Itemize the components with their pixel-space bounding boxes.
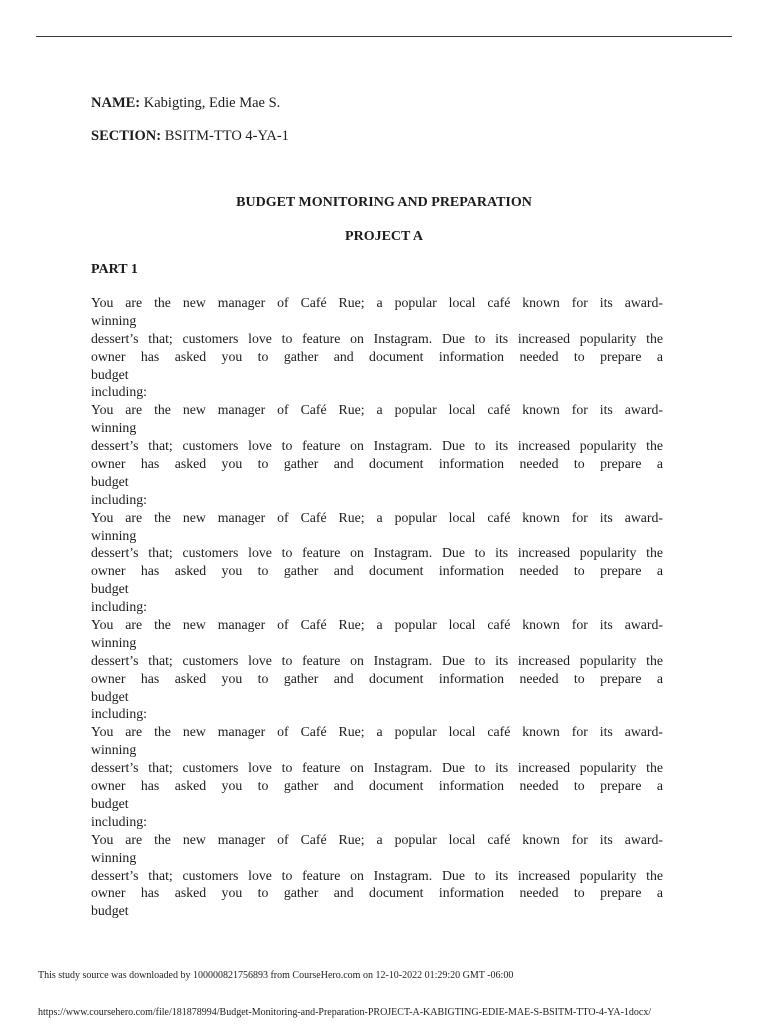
- paragraph-line: dessert’s that; customers love to feature on Instagram. Due to its increased popularity the: [91, 438, 663, 454]
- paragraph-line: owner has asked you to gather and document information needed to prepare a: [91, 778, 663, 794]
- paragraph-line: winning: [91, 849, 137, 865]
- name-value: Kabigting, Edie Mae S.: [143, 95, 281, 111]
- section-value: BSITM-TTO 4-YA-1: [164, 128, 289, 144]
- paragraph-line: owner has asked you to gather and document information needed to prepare a: [91, 670, 663, 686]
- paragraph-line: dessert’s that; customers love to feature on Instagram. Due to its increased popularity the: [91, 545, 663, 561]
- paragraph-line: dessert’s that; customers love to feature on Instagram. Due to its increased popularity the: [91, 330, 663, 346]
- paragraph-line: budget: [91, 473, 129, 489]
- top-divider: [36, 36, 732, 37]
- paragraph-line: You are the new manager of Café Rue; a popular local café known for its award-: [91, 295, 663, 310]
- paragraph-line: including:: [91, 491, 147, 507]
- name-label: NAME:: [91, 95, 141, 111]
- section-label: SECTION:: [91, 128, 162, 144]
- paragraph-line: winning: [91, 634, 137, 650]
- body-paragraph: [91, 294, 663, 920]
- paragraph-line: You are the new manager of Café Rue; a popular local café known for its award-: [91, 617, 663, 633]
- paragraph-line: budget: [91, 795, 129, 811]
- section-field: [91, 127, 289, 145]
- paragraph-line: dessert’s that; customers love to feature on Instagram. Due to its increased popularity the: [91, 760, 663, 776]
- paragraph-line: including:: [91, 813, 147, 829]
- paragraph-line: budget: [91, 903, 129, 919]
- name-field: [91, 94, 280, 112]
- paragraph-line: including:: [91, 706, 147, 722]
- download-note: This study source was downloaded by 100000821756893 from CourseHero.com on 12-10-2022 01:29:20 GMT -06:00: [38, 970, 514, 981]
- paragraph-line: budget: [91, 581, 129, 597]
- paragraph-line: dessert’s that; customers love to feature on Instagram. Due to its increased popularity the: [91, 867, 663, 883]
- paragraph-line: owner has asked you to gather and document information needed to prepare a: [91, 885, 663, 901]
- paragraph-line: dessert’s that; customers love to feature on Instagram. Due to its increased popularity the: [91, 652, 663, 668]
- paragraph-line: You are the new manager of Café Rue; a popular local café known for its award-: [91, 402, 663, 418]
- document-subtitle: PROJECT A: [345, 229, 423, 244]
- paragraph-line: including:: [91, 384, 147, 400]
- part-heading: PART 1: [91, 262, 138, 277]
- source-url: https://www.coursehero.com/file/181878994/Budget-Monitoring-and-Preparation-PROJECT-A-KABIGTING-EDIE-MAE-S-BSITM-TTO-4-YA-1docx/: [38, 1007, 652, 1018]
- paragraph-line: You are the new manager of Café Rue; a popular local café known for its award-: [91, 831, 663, 847]
- paragraph-line: owner has asked you to gather and document information needed to prepare a: [91, 456, 663, 472]
- paragraph-line: You are the new manager of Café Rue; a popular local café known for its award-: [91, 509, 663, 525]
- paragraph-line: owner has asked you to gather and document information needed to prepare a: [91, 563, 663, 579]
- paragraph-line: You are the new manager of Café Rue; a popular local café known for its award-: [91, 724, 663, 740]
- paragraph-line: including:: [91, 599, 147, 615]
- paragraph-line: winning: [91, 527, 137, 543]
- paragraph-line: budget: [91, 688, 129, 704]
- paragraph-line: winning: [91, 420, 137, 436]
- paragraph-line: winning: [91, 742, 137, 758]
- paragraph-line: winning: [91, 312, 137, 328]
- paragraph-line: budget: [91, 366, 129, 382]
- document-title: BUDGET MONITORING AND PREPARATION: [236, 195, 532, 210]
- paragraph-line: owner has asked you to gather and document information needed to prepare a: [91, 348, 663, 364]
